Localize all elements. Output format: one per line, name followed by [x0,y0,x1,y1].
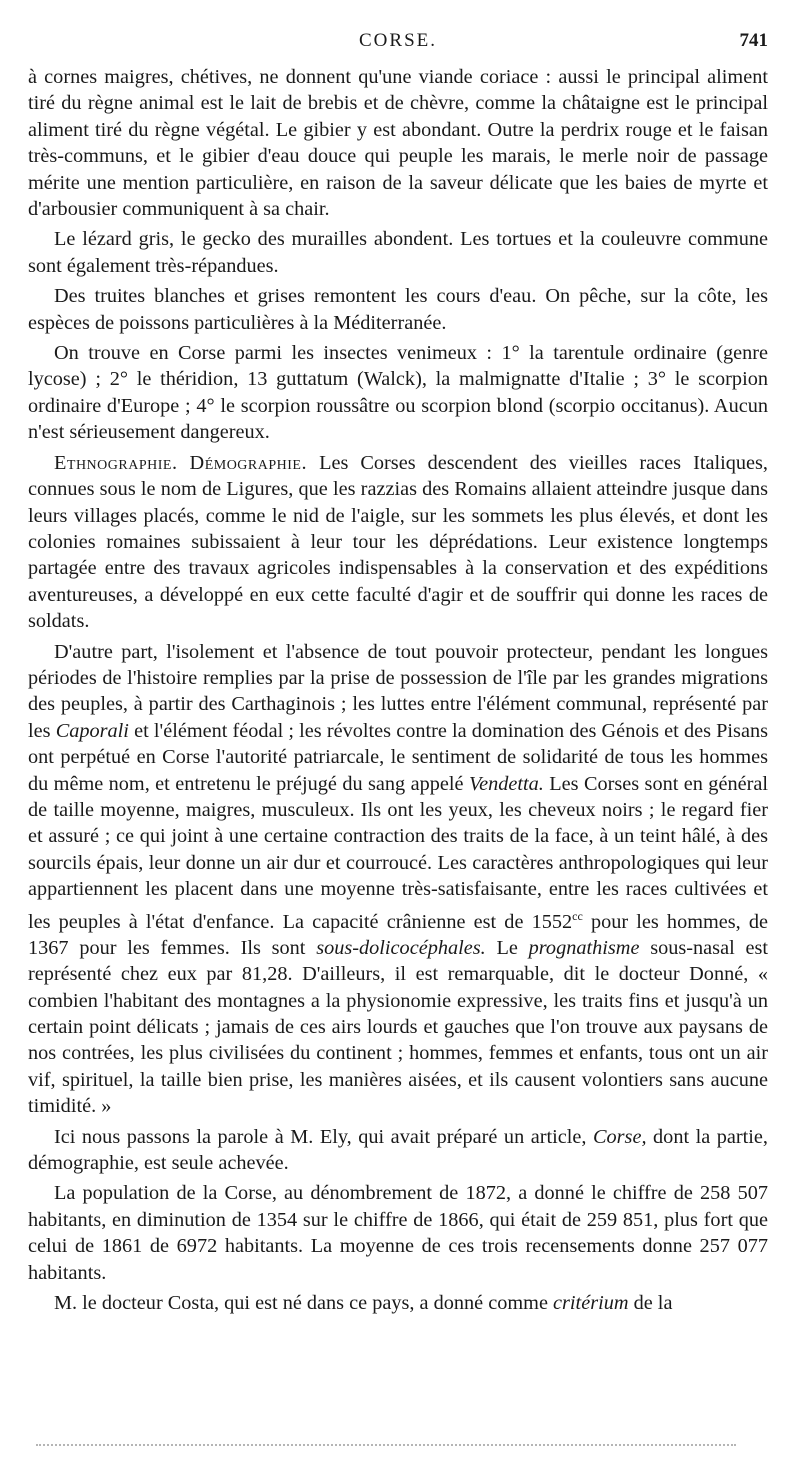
heading-demographie: Démographie. [189,451,308,474]
footer-dotted-rule [36,1444,736,1446]
body-text [28,64,768,1316]
running-header [28,30,768,64]
text-run: pour les hommes, de 1367 pour les femmes. Ils sont [28,910,768,959]
paragraph-insects: On trouve en Corse parmi les insectes venimeux : 1° la tarentule ordinaire (genre lycose) ; 2° le théridion, 13 guttatum (Walck), la malmignatte d'Italie ; 3° le scorpion ordinaire d'Europe ; 4° le scorpion roussâtre ou scorpion blond (scorpio occitanus). Aucun n'est sérieusement dangereux. [28,342,768,444]
unit-cc: cc [572,908,583,923]
paragraph-fish: Des truites blanches et grises remontent les cours d'eau. On pêche, sur la côte, les espèces de poissons particulières à la Méditerranée. [28,285,768,334]
page-number: 741 [739,30,768,51]
paragraph-costa [28,1290,768,1316]
term-prognathisme: prognathisme [528,936,640,959]
text-run: D'autre part, l'isolement et l'absence de tout pouvoir protecteur, pendant les longues périodes de l'histoire remplies par la prise de possession de l'île par les grandes migrations des peuples, à partir des Carthaginois ; les luttes entre l'élément communal, représenté par les [28,640,768,742]
paragraph-population: La population de la Corse, au dénombrement de 1872, a donné le chiffre de 258 507 habitants, en diminution de 1354 sur le chiffre de 1866, qui était de 259 851, plus fort que celui de 1861 de 6972 habitants. La moyenne de ces trois recensements donne 257 077 habitants. [28,1182,768,1284]
text-run: de la [633,1292,673,1315]
text-run: Ici nous passons la parole à M. Ely, qui avait préparé un article, [54,1125,587,1148]
term-vendetta: Vendetta. [468,772,544,795]
ethnography-text: Les Corses descendent des vieilles races Italiques, connues sous le nom de Ligures, que les razzias des Romains allaient atteindre jusque dans leurs villages placés, comme le nid de l'aigle, sur les sommets les plus élevés, et dont les colonies romaines subissaient à leur tour les déprédations. Leur existence longtemps partagée entre des travaux agricoles indispensables à la conservation et des expéditions aventureuses, a développé en eux cette faculté d'agir et de souffrir qui donne les races de soldats. [28,451,768,633]
term-criterium: critérium [553,1292,629,1315]
paragraph-ely [28,1124,768,1177]
running-title: CORSE. [359,30,437,51]
text-run: et l'élément féodal ; les révoltes contre la domination des Génois et des Pisans ont perpétué en Corse l'autorité patriarcale, le sentiment de solidarité de tous les hommes du même nom, et entretenu le préjugé du sang appelé [28,719,768,795]
heading-ethnographie: Ethnographie. [54,451,178,474]
text-run: M. le docteur Costa, qui est né dans ce pays, a donné comme [54,1292,548,1315]
term-sous-dolicocephales: sous-dolicocéphales. [316,936,486,959]
paragraph-reptiles: Le lézard gris, le gecko des murailles abondent. Les tortues et la couleuvre commune sont également très-répandues. [28,228,768,277]
paragraph-ethnography [28,450,768,635]
book-page [28,30,768,1320]
text-run: dont la partie, démographie, est seule achevée. [28,1125,768,1175]
term-corse: Corse, [592,1125,647,1148]
text-run: Le [496,936,518,959]
paragraph-livestock: à cornes maigres, chétives, ne donnent qu'une viande coriace : aussi le principal aliment tiré du règne animal est le lait de brebis et de chèvre, comme la châtaigne est le principal aliment tiré du règne végétal. Le gibier y est abondant. Outre la perdrix rouge et le faisan très-communs, et le gibier d'eau douce qui peuple les marais, le merle noir de passage mérite une mention particulière, en raison de la saveur délicate que les baies de myrte et d'arbousier communiquent à sa chair. [28,66,768,221]
text-run: sous-nasal est représenté chez eux par 81,28. D'ailleurs, il est remarquable, dit le docteur Donné, « combien l'habitant des montagnes a la physionomie expressive, les traits fins et jusqu'à un certain point délicats ; jamais de ces airs lourds et gauches que l'on trouve aux paysans de nos contrées, les plus civilisées du continent ; hommes, femmes et enfants, tous ont un air vif, spirituel, la taille bien prise, les manières aisées, et ils causent volontiers sans aucune timidité. » [28,936,768,1118]
paragraph-history-character [28,639,768,1120]
term-caporali: Caporali [55,719,129,742]
text-run: Les Corses sont en général de taille moyenne, maigres, musculeux. Ils ont les yeux, les cheveux noirs ; le regard fier et assuré ; ce qui joint à une certaine contraction des traits de la face, à un teint hâlé, à des sourcils épais, leur donne un air dur et courroucé. Les caractères anthropologiques qui leur appartiennent les placent dans une moyenne très-satisfaisante, entre les races cultivées et les peuples à l'état d'enfance. La capacité crânienne est de 1552 [28,772,768,933]
